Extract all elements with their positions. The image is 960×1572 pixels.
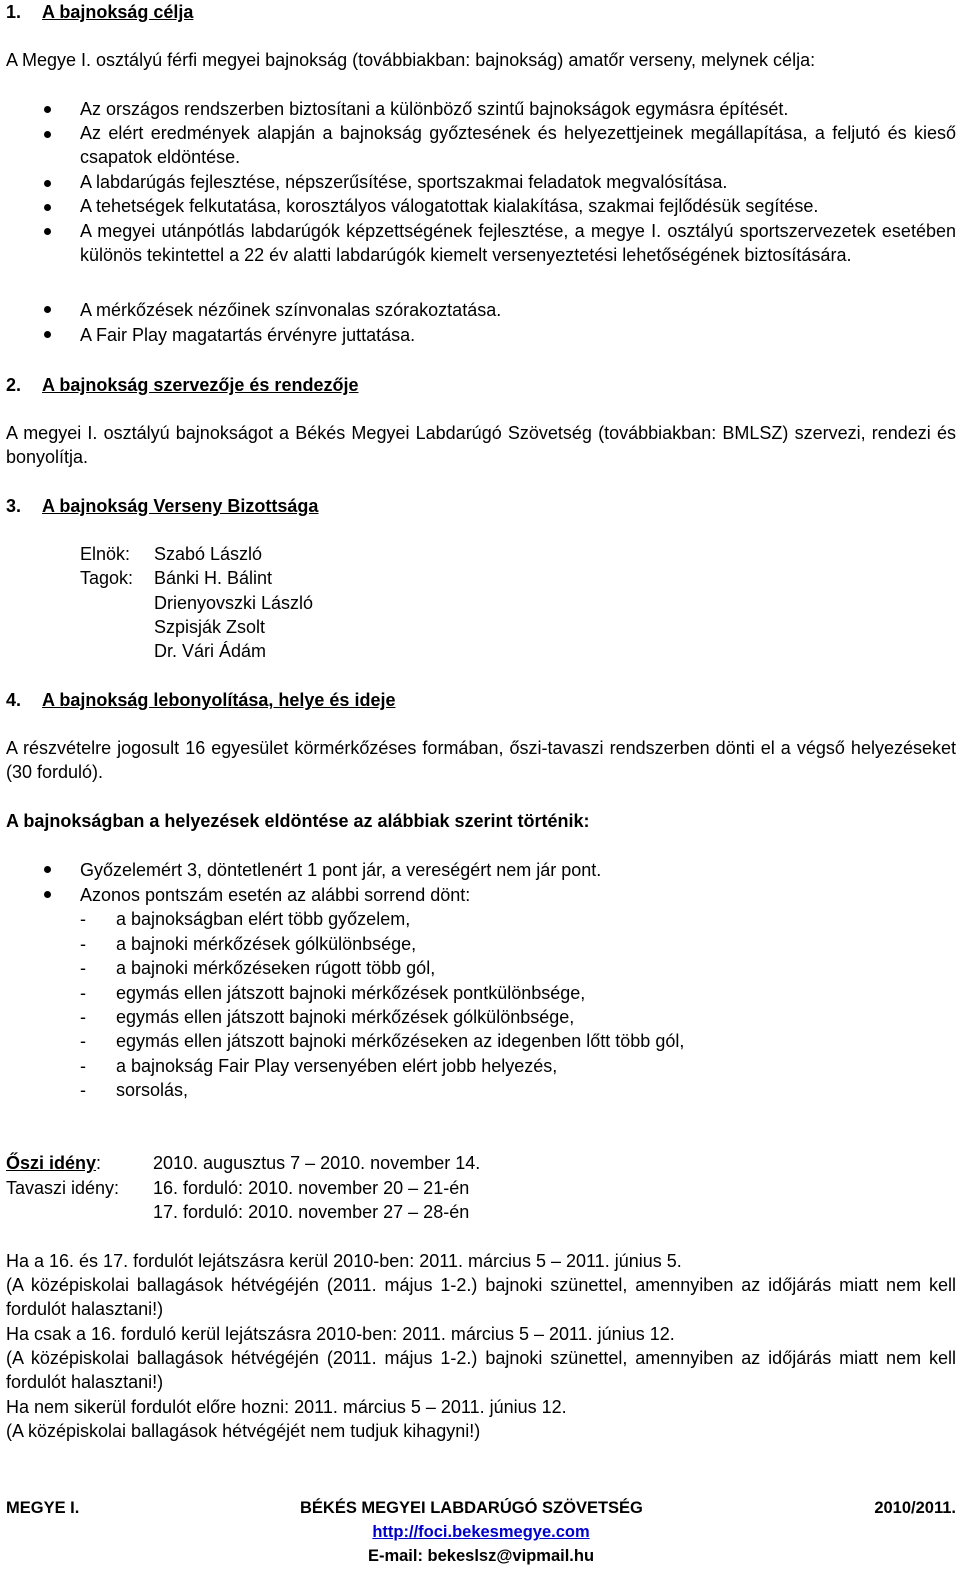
dash-marker: - — [80, 1007, 86, 1027]
section-1-heading — [6, 0, 193, 24]
members-label: Tagok: — [80, 568, 134, 588]
dash-marker: - — [80, 958, 86, 978]
dash-marker: - — [80, 1056, 86, 1076]
tiebreaker-item: a bajnokság Fair Play versenyében elért jobb helyezés, — [116, 1056, 558, 1076]
bullet-icon — [44, 306, 51, 313]
autumn-value: 2010. augusztus 7 – 2010. november 14. — [153, 1153, 481, 1173]
member-name: Bánki H. Bálint — [154, 568, 273, 588]
tiebreaker-item: egymás ellen játszott bajnoki mérkőzések gólkülönbsége, — [116, 1007, 575, 1027]
note-line: Ha csak a 16. forduló kerül lejátszásra 2010-ben: 2011. március 5 – 2011. június 12. — [6, 1324, 675, 1344]
note-line: Ha a 16. és 17. fordulót lejátszásra kerül 2010-ben: 2011. március 5 – 2011. június 5. — [6, 1251, 682, 1271]
list-item: A megyei utánpótlás labdarúgók képzettségének fejlesztése, a megye I. osztályú sportszervezetek esetében különös tekintettel a 22 év alatti labdarúgók kiemelt versenyeztetési lehetőségének biztosítására. — [80, 221, 956, 265]
section-title: A bajnokság célja — [42, 2, 194, 22]
section-4-text: A részvételre jogosult 16 egyesület körmérkőzéses formában, őszi-tavaszi rendszerben dönti el a végső helyezéseket (30 forduló). — [6, 738, 956, 782]
dash-marker: - — [80, 934, 86, 954]
spring-label: Tavaszi idény: — [6, 1178, 120, 1198]
section-2-text: A megyei I. osztályú bajnokságot a Békés Megyei Labdarúgó Szövetség (továbbiakban: BMLSZ) szervezi, rendezi és bonyolítja. — [6, 423, 956, 467]
note-line: (A középiskolai ballagások hétvégéjén (2011. május 1-2.) bajnoki szünettel, amennyiben az időjárás miatt nem kell fordulót halasztani!) — [6, 1275, 956, 1319]
bullet-icon — [44, 106, 51, 113]
tiebreaker-item: egymás ellen játszott bajnoki mérkőzések pontkülönbsége, — [116, 983, 586, 1003]
bullet-icon — [44, 891, 51, 898]
list-item: Az országos rendszerben biztosítani a különböző szintű bajnokságok egymásra építését. — [80, 99, 789, 119]
section-number: 2. — [6, 375, 22, 395]
section-number: 4. — [6, 690, 22, 710]
chair-name: Szabó László — [154, 544, 263, 564]
list-item: A tehetségek felkutatása, korosztályos válogatottak kialakítása, szakmai fejlődésük segítése. — [80, 196, 819, 216]
section-number: 1. — [6, 2, 22, 22]
bullet-icon — [44, 331, 51, 338]
tiebreaker-item: sorsolás, — [116, 1080, 189, 1100]
section-3-heading — [6, 494, 318, 518]
spring-value: 16. forduló: 2010. november 20 – 21-én — [153, 1178, 470, 1198]
list-item: Győzelemért 3, döntetlenért 1 pont jár, a vereségért nem jár pont. — [80, 860, 602, 880]
note-line: Ha nem sikerül fordulót előre hozni: 2011. március 5 – 2011. június 12. — [6, 1397, 567, 1417]
list-item: Azonos pontszám esetén az alábbi sorrend dönt: — [80, 885, 471, 905]
bullet-icon — [44, 131, 51, 138]
list-item: A mérkőzések nézőinek színvonalas szórakoztatása. — [80, 300, 502, 320]
footer-left: MEGYE I. — [6, 1499, 80, 1517]
autumn-label: Őszi idény: — [6, 1153, 102, 1173]
section-title: A bajnokság szervezője és rendezője — [42, 375, 359, 395]
footer-right: 2010/2011. — [874, 1499, 956, 1517]
footer-center: BÉKÉS MEGYEI LABDARÚGÓ SZÖVETSÉG — [300, 1499, 643, 1517]
section-number: 3. — [6, 496, 22, 516]
tiebreaker-item: a bajnokságban elért több győzelem, — [116, 909, 411, 929]
list-item: Az elért eredmények alapján a bajnokság győztesének és helyezettjeinek megállapítása, a feljutó és kieső csapatok eldöntése. — [80, 123, 956, 167]
footer-email: E-mail: bekeslsz@vipmail.hu — [367, 1547, 595, 1565]
member-name: Drienyovszki László — [154, 593, 314, 613]
chair-label: Elnök: — [80, 544, 131, 564]
list-item: A Fair Play magatartás érvényre juttatása. — [80, 325, 416, 345]
footer-url-link[interactable]: http://foci.bekesmegye.com — [372, 1523, 590, 1541]
dash-marker: - — [80, 983, 86, 1003]
ranking-heading: A bajnokságban a helyezések eldöntése az alábbiak szerint történik: — [6, 811, 590, 831]
section-2-heading — [6, 373, 358, 397]
section-title: A bajnokság lebonyolítása, helye és ideje — [42, 690, 396, 710]
tiebreaker-item: egymás ellen játszott bajnoki mérkőzéseken az idegenben lőtt több gól, — [116, 1031, 685, 1051]
section-4-heading — [6, 688, 395, 712]
member-name: Szpisják Zsolt — [154, 617, 266, 637]
note-line: (A középiskolai ballagások hétvégéjét nem tudjuk kihagyni!) — [6, 1421, 481, 1441]
list-item: A labdarúgás fejlesztése, népszerűsítése, sportszakmai feladatok megvalósítása. — [80, 172, 728, 192]
member-name: Dr. Vári Ádám — [154, 641, 267, 661]
spring-value: 17. forduló: 2010. november 27 – 28-én — [153, 1202, 470, 1222]
bullet-icon — [44, 228, 51, 235]
tiebreaker-item: a bajnoki mérkőzések gólkülönbsége, — [116, 934, 417, 954]
section-title: A bajnokság Verseny Bizottsága — [42, 496, 319, 516]
section-1-intro: A Megye I. osztályú férfi megyei bajnokság (továbbiakban: bajnokság) amatőr verseny, melynek célja: — [6, 50, 816, 70]
dash-marker: - — [80, 1080, 86, 1100]
tiebreaker-item: a bajnoki mérkőzéseken rúgott több gól, — [116, 958, 436, 978]
bullet-icon — [44, 204, 51, 211]
bullet-icon — [44, 180, 51, 187]
dash-marker: - — [80, 909, 86, 929]
note-line: (A középiskolai ballagások hétvégéjén (2011. május 1-2.) bajnoki szünettel, amennyiben az időjárás miatt nem kell fordulót halasztani!) — [6, 1348, 956, 1392]
dash-marker: - — [80, 1031, 86, 1051]
bullet-icon — [44, 866, 51, 873]
